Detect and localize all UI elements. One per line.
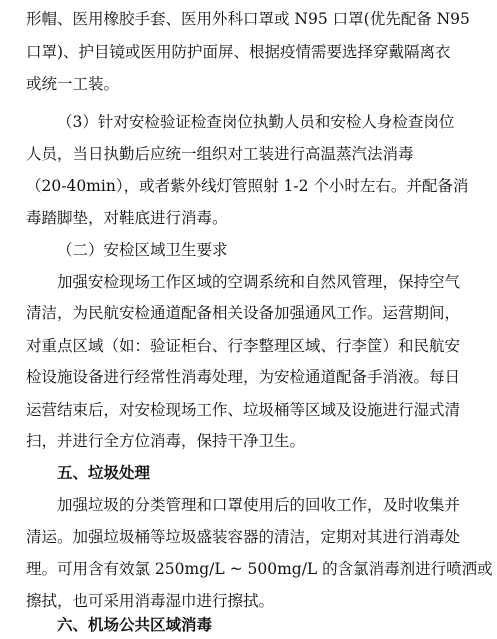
text-line: 加强垃圾的分类管理和口罩使用后的回收工作，及时收集并 [57,496,461,514]
text-line: 人员，当日执勤后应统一组织对工装进行高温蒸汽法消毒 [26,145,414,163]
section-heading: 五、垃圾处理 [57,464,151,482]
text-line: 或统一工装。 [26,75,120,93]
text-line: 毒踏脚垫，对鞋底进行消毒。 [26,209,228,227]
text-line: 对重点区域（如：验证柜台、行李整理区域、行李筐）和民航安 [26,337,461,355]
text-line: 加强安检现场工作区域的空调系统和自然风管理，保持空气 [57,273,461,291]
text-line: 清洁，为民航安检通道配备相关设备加强通风工作。运营期间， [26,304,461,322]
section-heading: （二）安检区域卫生要求 [57,241,228,259]
text-line: 理。可用含有效氯 250mg/L ~ 500mg/L 的含氯消毒剂进行喷洒或 [26,560,493,578]
text-line: 口罩)、护目镜或医用防护面屏、根据疫情需要选择穿戴隔离衣 [26,43,451,61]
section-heading: 六、机场公共区域消毒 [57,616,213,634]
text-line: 清运。加强垃圾桶等垃圾盛装容器的清洁，定期对其进行消毒处 [26,528,461,546]
text-line: （3）针对安检验证检查岗位执勤人员和安检人身检查岗位 [57,113,455,131]
text-line: 擦拭，也可采用消毒湿巾进行擦拭。 [26,592,275,610]
text-line: 检设施设备进行经常性消毒处理，为安检通道配备手消液。每日 [26,368,461,386]
text-line: （20-40min），或者紫外线灯管照射 1-2 个小时左右。并配备消 [26,177,469,195]
text-line: 运营结束后，对安检现场工作、垃圾桶等区域及设施进行湿式清 [26,401,461,419]
text-line: 扫，并进行全方位消毒，保持干净卫生。 [26,432,306,450]
text-line: 形帽、医用橡胶手套、医用外科口罩或 N95 口罩(优先配备 N95 [26,10,470,28]
